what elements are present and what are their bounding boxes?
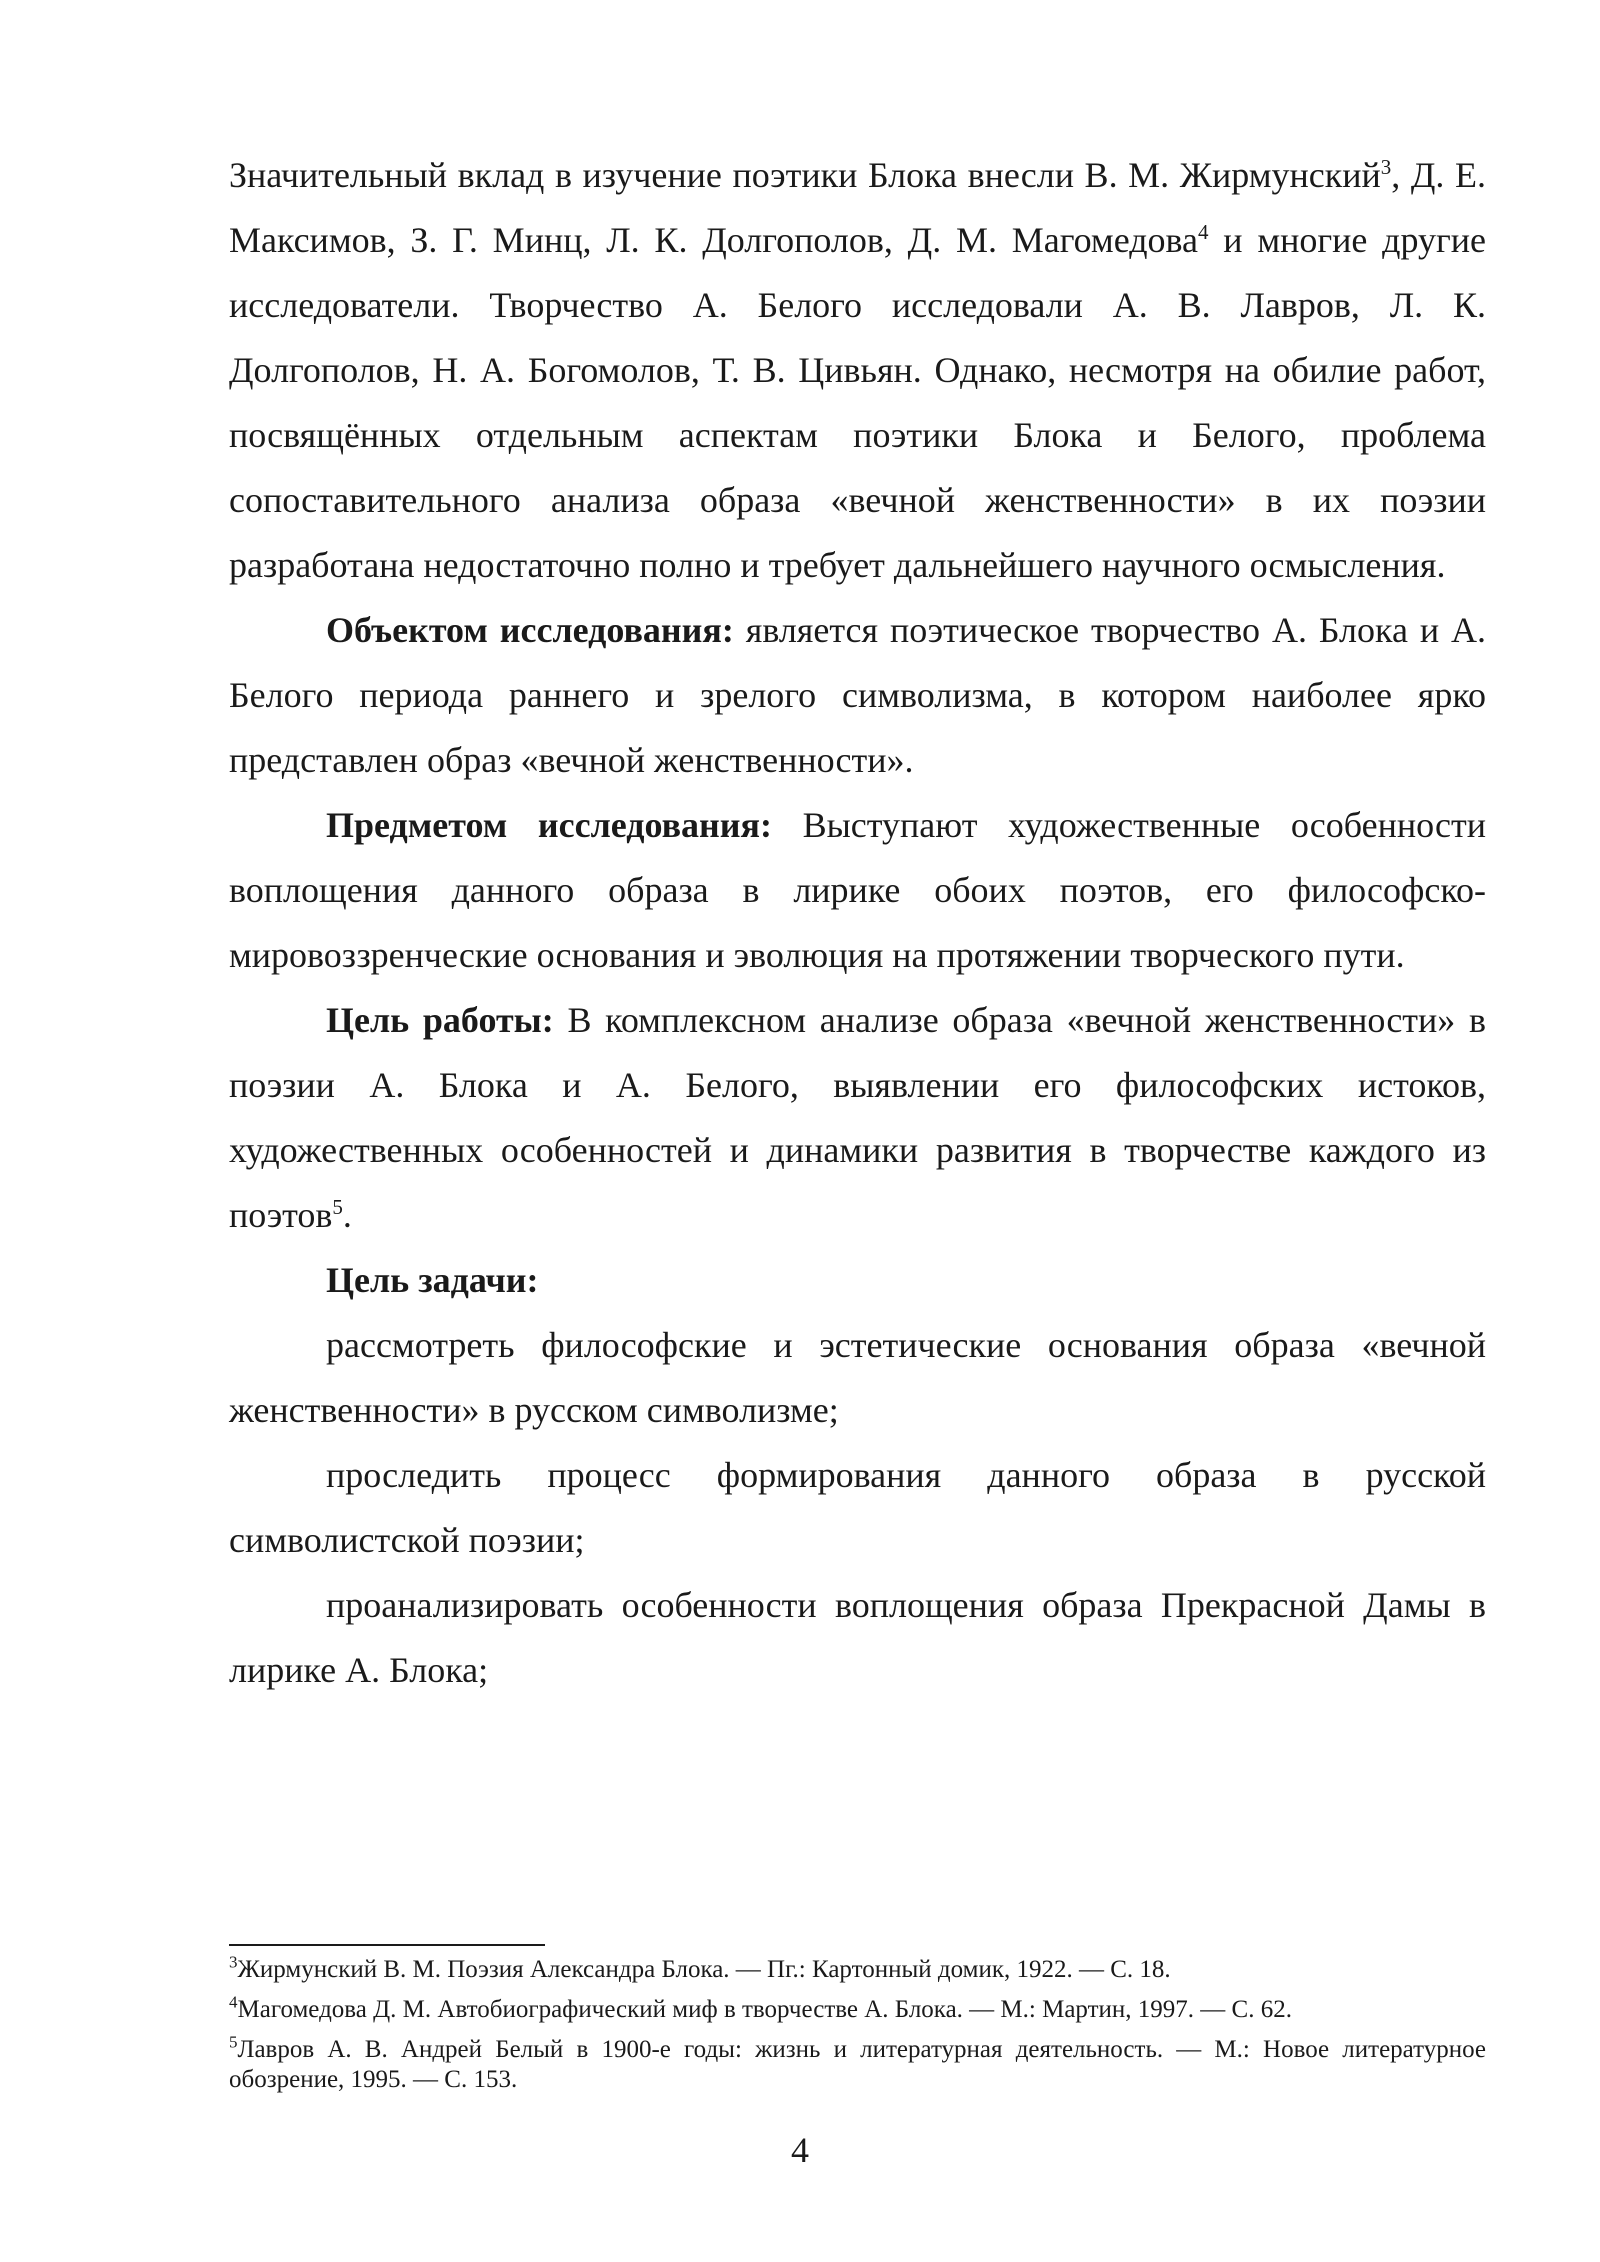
footnote-text: Жирмунский В. М. Поэзия Александра Блока. — Пг.: Картонный домик, 1922. — С. 18. [237, 1956, 1171, 1983]
footnote-text: Магомедова Д. М. Автобиографический миф в творчестве А. Блока. — М.: Мартин, 1997. — С. 62. [237, 1996, 1292, 2023]
goal-paragraph [229, 988, 1486, 1248]
intro-text-2: , Д. Е. Максимов, З. Г. Минц, Л. К. Долгополов, Д. М. Магомедова [229, 155, 1487, 260]
goal-text: В комплексном анализе образа «вечной женственности» в поэзии А. Блока и А. Белого, выявлении его философских истоков, художественных особенностей и динамики развития в творчестве каждого из поэтов [229, 1000, 1486, 1235]
page-number: 4 [791, 2130, 809, 2170]
footnote-ref-4[interactable]: 4 [1198, 220, 1209, 244]
footnote-number: 4 [229, 1992, 238, 2012]
footnote-ref-3[interactable]: 3 [1380, 155, 1392, 179]
footnote-4 [229, 1992, 1486, 2025]
footnote-number: 5 [229, 2032, 238, 2052]
footnote-number: 3 [229, 1952, 238, 1972]
footnotes [229, 1952, 1486, 2105]
task-item: проследить процесс формирования данного образа в русской символистской поэзии; [229, 1455, 1486, 1560]
subject-text: Выступают художественные особенности воплощения данного образа в лирике обоих поэтов, его философско-мировоззренческие основания и эволюция на протяжении творческого пути. [229, 805, 1486, 975]
footnote-3 [229, 1952, 1486, 1985]
tasks-label: Цель задачи: [326, 1260, 539, 1300]
footnote-separator [229, 1944, 545, 1946]
main-text [229, 143, 1486, 1703]
intro-text-1: Значительный вклад в изучение поэтики Блока внесли В. М. Жирмунский [229, 155, 1381, 195]
tasks-heading [229, 1248, 1486, 1313]
task-item: проанализировать особенности воплощения образа Прекрасной Дамы в лирике А. Блока; [229, 1585, 1486, 1690]
object-text: является поэтическое творчество А. Блока и А. Белого периода раннего и зрелого символизма, в котором наиболее ярко представлен образ «вечной женственности». [229, 610, 1486, 780]
goal-text-end: . [342, 1195, 352, 1235]
subject-paragraph [229, 793, 1486, 988]
subject-label: Предметом исследования: [326, 805, 772, 845]
footnote-text: Лавров А. В. Андрей Белый в 1900-е годы: жизнь и литературная деятельность. — М.: Новое литературное обозрение, 1995. — С. 153. [229, 2036, 1486, 2093]
goal-label: Цель работы: [326, 1000, 554, 1040]
intro-paragraph [229, 143, 1486, 598]
intro-text-3: и многие другие исследователи. Творчество А. Белого исследовали А. В. Лавров, Л. К. Долгополов, Н. А. Богомолов, Т. В. Цивьян. Однако, несмотря на обилие работ, посвящённых отдельным аспектам поэтики Блока и Белого, проблема сопоставительного анализа образа «вечной женственности» в их поэзии разработана недостаточно полно и требует дальнейшего научного осмысления. [229, 220, 1486, 585]
footnote-5 [229, 2032, 1486, 2095]
footnote-ref-5[interactable]: 5 [332, 1195, 343, 1219]
task-item: рассмотреть философские и эстетические основания образа «вечной женственности» в русском символизме; [229, 1325, 1486, 1430]
object-label: Объектом исследования: [326, 610, 734, 650]
object-paragraph [229, 598, 1486, 793]
